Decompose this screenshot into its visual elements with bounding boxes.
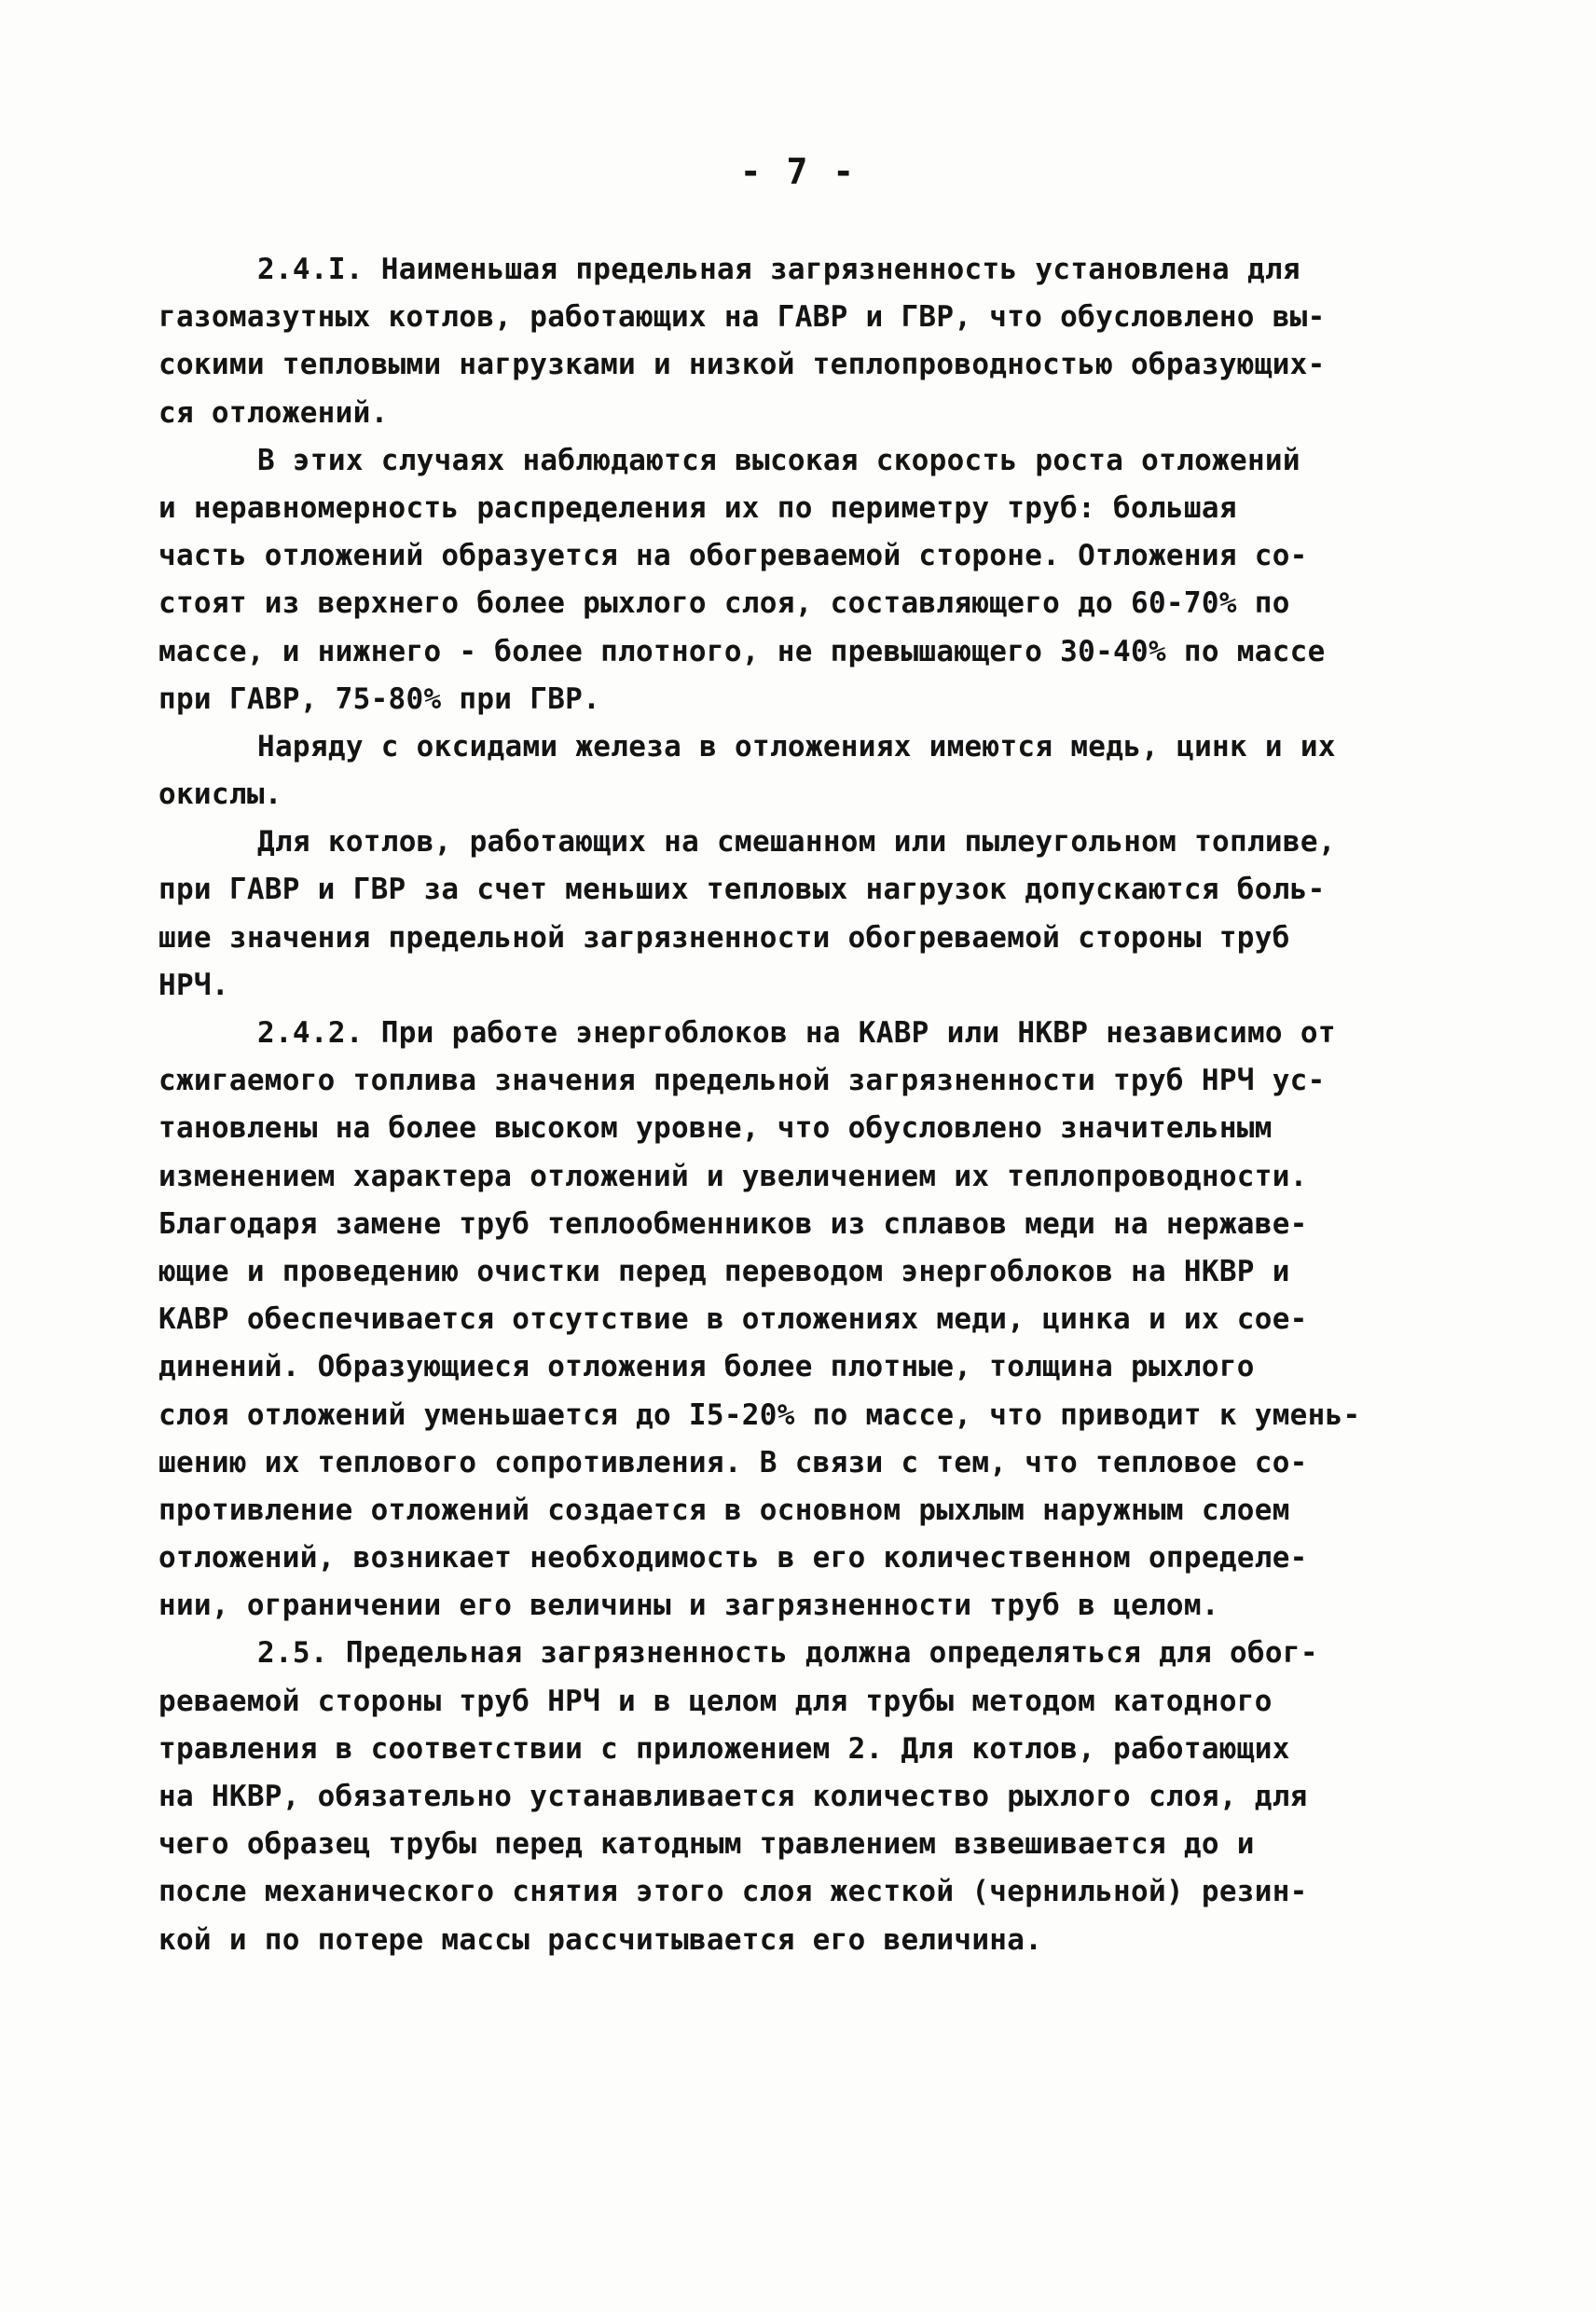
text-line: ся отложений. — [158, 395, 389, 430]
text-line: 2.4.2. При работе энергоблоков на КАВР или НКВР независимо от — [257, 1016, 1336, 1050]
text-line: КАВР обеспечивается отсутствие в отложениях меди, цинка и их сое- — [158, 1302, 1308, 1337]
text-line: после механического снятия этого слоя жесткой (чернильной) резин- — [158, 1875, 1308, 1909]
text-line: на НКВР, обязательно устанавливается количество рыхлого слоя, для — [158, 1780, 1308, 1813]
text-line: изменением характера отложений и увеличением их теплопроводности. — [158, 1159, 1308, 1193]
text-line: газомазутных котлов, работающих на ГАВР и ГВР, что обусловлено вы- — [158, 300, 1326, 335]
text-line: и неравномерность распределения их по периметру труб: большая — [158, 490, 1237, 525]
text-line: отложений, возникает необходимость в его количественном определе- — [158, 1541, 1308, 1576]
text-line: сжигаемого топлива значения предельной загрязненности труб НРЧ ус- — [158, 1064, 1326, 1098]
text-line: кой и по потере массы рассчитывается его величина. — [158, 1922, 1043, 1957]
text-line: сокими тепловыми нагрузками и низкой теплопроводностью образующих- — [158, 348, 1326, 382]
text-line: динений. Образующиеся отложения более плотные, толщина рыхлого — [158, 1350, 1255, 1384]
text-line: НРЧ. — [158, 968, 229, 1002]
text-line: шению их теплового сопротивления. В связи с тем, что тепловое со- — [158, 1445, 1308, 1479]
text-line: В этих случаях наблюдаются высокая скорость роста отложений — [257, 443, 1300, 477]
text-line: часть отложений образуется на обогреваемой стороне. Отложения со- — [158, 539, 1308, 573]
text-line: при ГАВР, 75-80% при ГВР. — [158, 681, 601, 716]
text-line: Для котлов, работающих на смешанном или пылеугольном топливе, — [257, 825, 1336, 860]
text-line: стоят из верхнего более рыхлого слоя, составляющего до 60-70% по — [158, 586, 1290, 621]
text-line: Наряду с оксидами железа в отложениях имеются медь, цинк и их — [257, 729, 1336, 764]
page-number: - 7 - — [739, 151, 857, 192]
text-line: слоя отложений уменьшается до I5-20% по массе, что приводит к умень- — [158, 1397, 1361, 1432]
text-line: чего образец трубы перед катодным травлением взвешивается до и — [158, 1827, 1255, 1862]
text-line: при ГАВР и ГВР за счет меньших тепловых нагрузок допускаются боль- — [158, 873, 1326, 907]
text-line: 2.5. Предельная загрязненность должна определяться для обог- — [257, 1636, 1318, 1671]
text-line: нии, ограничении его величины и загрязненности труб в целом. — [158, 1589, 1219, 1623]
text-line: массе, и нижнего - более плотного, не превышающего 30-40% по массе — [158, 634, 1326, 668]
body-text — [158, 246, 1454, 1964]
text-line: 2.4.I. Наименьшая предельная загрязненность установлена для — [257, 253, 1300, 286]
text-line: шие значения предельной загрязненности обогреваемой стороны труб — [158, 920, 1290, 955]
text-line: тановлены на более высоком уровне, что обусловлено значительным — [158, 1111, 1273, 1146]
text-line: Благодаря замене труб теплообменников из сплавов меди на нержаве- — [158, 1206, 1308, 1241]
text-line: ющие и проведению очистки перед переводом энергоблоков на НКВР и — [158, 1254, 1290, 1288]
text-line: противление отложений создается в основном рыхлым наружным слоем — [158, 1493, 1290, 1527]
text-line: реваемой стороны труб НРЧ и в целом для трубы методом катодного — [158, 1684, 1273, 1718]
text-line: окислы. — [158, 778, 282, 812]
text-line: травления в соответствии с приложением 2. Для котлов, работающих — [158, 1731, 1290, 1766]
